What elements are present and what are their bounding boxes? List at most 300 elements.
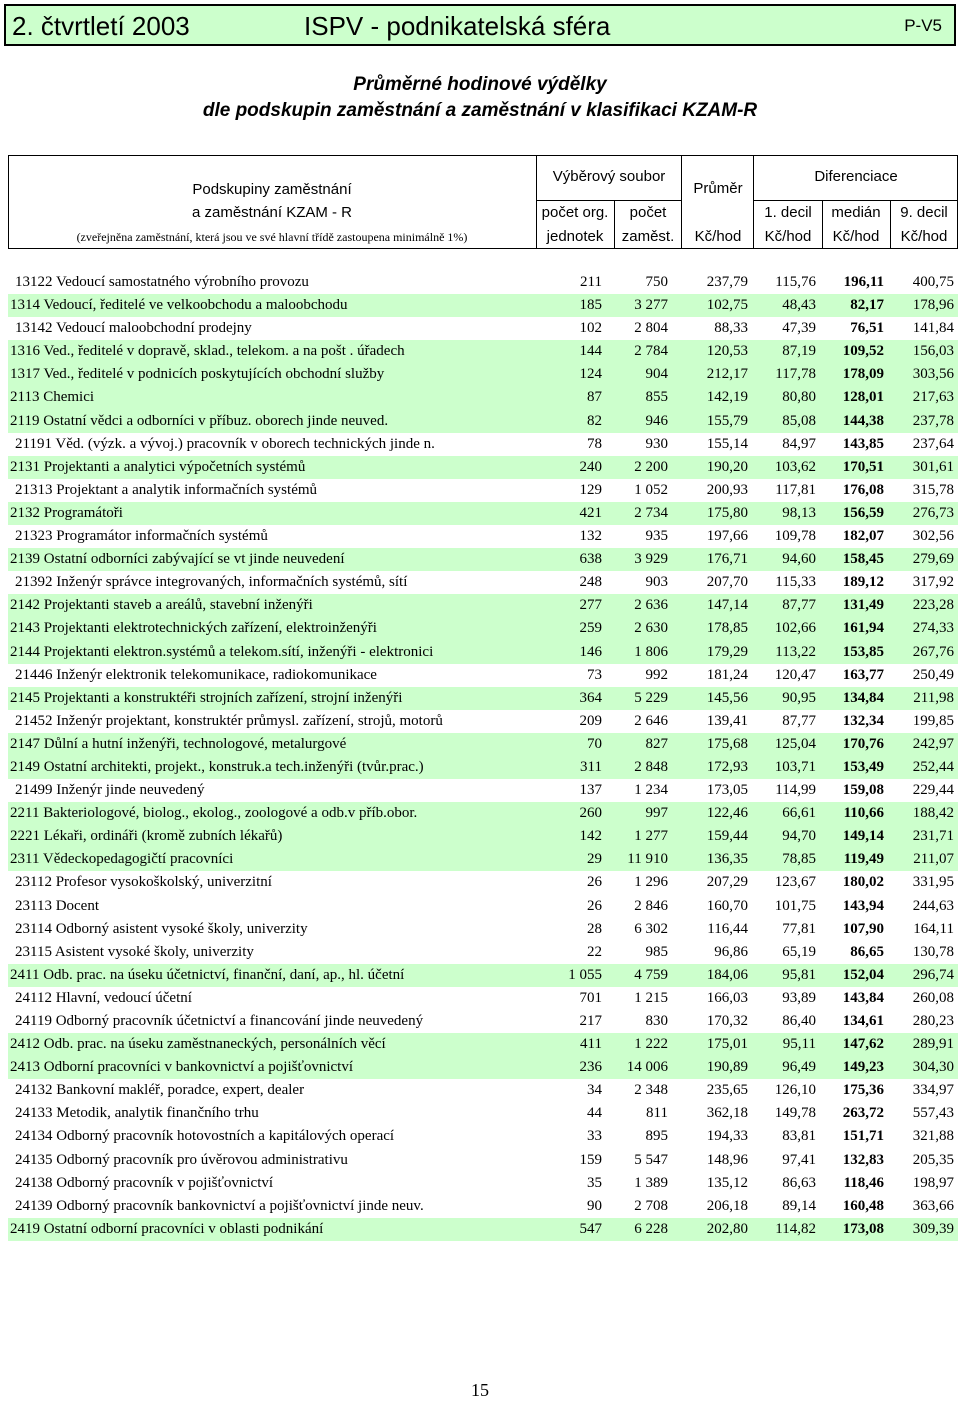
table-row xyxy=(8,1033,958,1056)
occupation-name: 24119 Odborný pracovník účetnictví a financování jinde neuvedený xyxy=(15,1013,424,1029)
table-row xyxy=(8,664,958,687)
average-wage: 200,93 xyxy=(706,481,748,498)
average-wage: 170,32 xyxy=(706,1013,748,1029)
header-org-units: jednotek xyxy=(546,228,604,245)
average-wage: 122,46 xyxy=(706,805,748,822)
table-row xyxy=(8,1218,958,1241)
org-count: 209 xyxy=(579,712,602,729)
employee-count: 895 xyxy=(645,1128,668,1145)
org-count: 260 xyxy=(579,805,602,822)
org-count: 248 xyxy=(579,574,602,591)
decil9-wage: 164,11 xyxy=(913,920,954,937)
average-wage: 145,56 xyxy=(706,689,748,706)
average-wage: 362,18 xyxy=(706,1105,748,1122)
decil1-wage: 94,60 xyxy=(782,551,816,568)
decil9-wage: 205,35 xyxy=(912,1151,954,1168)
decil1-wage: 117,78 xyxy=(775,366,816,383)
median-wage: 119,49 xyxy=(843,851,884,868)
employee-count: 2 636 xyxy=(634,597,668,614)
employee-count: 827 xyxy=(645,735,668,752)
decil9-wage: 229,44 xyxy=(912,782,954,799)
occupation-name: 21499 Inženýr jinde neuvedený xyxy=(15,782,205,799)
decil1-wage: 93,89 xyxy=(782,989,816,1006)
decil1-wage: 86,40 xyxy=(782,1013,816,1029)
org-count: 421 xyxy=(579,504,602,521)
average-wage: 202,80 xyxy=(706,1220,748,1237)
org-count: 547 xyxy=(579,1220,602,1237)
median-wage: 180,02 xyxy=(842,874,884,891)
decil1-wage: 90,95 xyxy=(782,689,816,706)
average-wage: 148,96 xyxy=(706,1151,748,1168)
average-wage: 197,66 xyxy=(706,528,748,545)
employee-count: 2 734 xyxy=(634,504,668,521)
decil1-wage: 94,70 xyxy=(782,828,816,845)
decil1-wage: 115,33 xyxy=(775,574,816,591)
table-body xyxy=(8,271,958,1241)
header-divider xyxy=(536,200,682,201)
median-wage: 86,65 xyxy=(850,943,884,960)
decil1-wage: 66,61 xyxy=(782,805,816,822)
decil1-wage: 87,77 xyxy=(782,712,816,729)
decil9-wage: 223,28 xyxy=(912,597,954,614)
decil1-wage: 115,76 xyxy=(775,274,816,290)
median-wage: 149,14 xyxy=(842,828,884,845)
decil1-wage: 98,13 xyxy=(782,504,816,521)
decil9-wage: 304,30 xyxy=(912,1059,954,1076)
occupation-name: 21452 Inženýr projektant, konstruktér průmysl. zařízení, strojů, motorů xyxy=(15,712,443,729)
table-row xyxy=(8,294,958,317)
average-wage: 190,89 xyxy=(706,1059,748,1076)
occupation-name: 21446 Inženýr elektronik telekomunikace, radiokomunikace xyxy=(15,666,377,683)
decil1-wage: 123,67 xyxy=(774,874,816,891)
table-code: P-V5 xyxy=(904,16,942,35)
average-wage: 179,29 xyxy=(706,643,748,660)
employee-count: 1 052 xyxy=(634,481,668,498)
decil9-wage: 211,07 xyxy=(913,851,954,868)
average-wage: 206,18 xyxy=(706,1197,748,1214)
employee-count: 1 215 xyxy=(634,989,668,1006)
table-row xyxy=(8,1056,958,1079)
decil1-wage: 114,82 xyxy=(775,1220,816,1237)
org-count: 236 xyxy=(579,1059,602,1076)
employee-count: 1 234 xyxy=(634,782,668,799)
decil9-wage: 188,42 xyxy=(912,805,954,822)
occupation-name: 2143 Projektanti elektrotechnických zařízení, elektroinženýři xyxy=(10,620,377,637)
org-count: 211 xyxy=(580,274,602,290)
average-wage: 173,05 xyxy=(706,782,748,799)
occupation-name: 2147 Důlní a hutní inženýři, technologové, metalurgové xyxy=(10,735,347,752)
decil9-wage: 334,97 xyxy=(912,1082,954,1099)
decil1-wage: 77,81 xyxy=(782,920,816,937)
org-count: 87 xyxy=(587,389,602,406)
decil9-wage: 296,74 xyxy=(912,966,954,983)
org-count: 44 xyxy=(587,1105,602,1122)
occupation-name: 13122 Vedoucí samostatného výrobního provozu xyxy=(15,274,309,290)
median-wage: 128,01 xyxy=(842,389,884,406)
decil9-wage: 198,97 xyxy=(912,1174,954,1191)
median-wage: 153,49 xyxy=(842,758,884,775)
header-average-unit: Kč/hod xyxy=(694,228,742,245)
decil1-wage: 48,43 xyxy=(782,297,816,314)
average-wage: 160,70 xyxy=(706,897,748,914)
header-emp-units: zaměst. xyxy=(621,228,675,245)
occupation-name: 2142 Projektanti staveb a areálů, stavební inženýři xyxy=(10,597,313,614)
median-wage: 82,17 xyxy=(850,297,884,314)
employee-count: 14 006 xyxy=(626,1059,668,1076)
employee-count: 992 xyxy=(645,666,668,683)
average-wage: 155,14 xyxy=(706,435,748,452)
org-count: 34 xyxy=(587,1082,602,1099)
employee-count: 1 806 xyxy=(634,643,668,660)
decil9-wage: 317,92 xyxy=(912,574,954,591)
survey-title: ISPV - podnikatelská sféra xyxy=(304,11,611,41)
table-title-line2: dle podskupin zaměstnání a zaměstnání v klasifikaci KZAM-R xyxy=(202,100,758,121)
header-average: Průměr xyxy=(693,180,743,197)
header-org-count: počet org. xyxy=(541,204,609,221)
employee-count: 2 348 xyxy=(634,1082,668,1099)
occupation-name: 1316 Ved., ředitelé v dopravě, sklad., telekom. a na pošt . úřadech xyxy=(10,343,405,360)
median-wage: 134,84 xyxy=(842,689,884,706)
org-count: 701 xyxy=(579,989,602,1006)
employee-count: 2 804 xyxy=(634,320,668,337)
average-wage: 237,79 xyxy=(706,274,748,290)
occupation-name: 21191 Věd. (výzk. a vývoj.) pracovník v oborech technických jinde n. xyxy=(15,435,435,452)
table-row xyxy=(8,710,958,733)
org-count: 146 xyxy=(579,643,602,660)
table-row xyxy=(8,848,958,871)
median-wage: 173,08 xyxy=(842,1220,884,1237)
org-count: 26 xyxy=(587,874,602,891)
occupation-name: 24138 Odborný pracovník v pojišťovnictví xyxy=(15,1174,274,1191)
decil1-wage: 87,19 xyxy=(782,343,816,360)
table-row xyxy=(8,363,958,386)
occupation-name: 2149 Ostatní architekti, projekt., konstruk.a tech.inženýři (tvůr.prac.) xyxy=(10,758,424,775)
header-sample: Výběrový soubor xyxy=(552,168,666,185)
occupation-name: 23113 Docent xyxy=(15,897,100,914)
occupation-name: 24139 Odborný pracovník bankovnictví a pojišťovnictví jinde neuv. xyxy=(15,1197,424,1214)
table-row xyxy=(8,502,958,525)
decil9-wage: 289,91 xyxy=(912,1036,954,1053)
median-wage: 132,34 xyxy=(842,712,884,729)
header-decil9-unit: Kč/hod xyxy=(900,228,948,245)
table-row xyxy=(8,687,958,710)
table-row xyxy=(8,317,958,340)
employee-count: 750 xyxy=(645,274,668,290)
median-wage: 196,11 xyxy=(843,274,884,290)
table-row xyxy=(8,941,958,964)
org-count: 22 xyxy=(587,943,602,960)
average-wage: 96,86 xyxy=(714,943,748,960)
employee-count: 903 xyxy=(645,574,668,591)
median-wage: 144,38 xyxy=(842,412,884,429)
occupation-name: 2419 Ostatní odborní pracovníci v oblasti podnikání xyxy=(10,1220,324,1237)
occupation-name: 2413 Odborní pracovníci v bankovnictví a pojišťovnictví xyxy=(10,1059,354,1076)
header-decil1-unit: Kč/hod xyxy=(764,228,812,245)
header-occupation-line1: Podskupiny zaměstnání xyxy=(192,181,352,198)
decil9-wage: 315,78 xyxy=(912,481,954,498)
average-wage: 135,12 xyxy=(706,1174,748,1191)
table-row xyxy=(8,548,958,571)
table-row xyxy=(8,1102,958,1125)
org-count: 277 xyxy=(579,597,602,614)
occupation-name: 2144 Projektanti elektron.systémů a telekom.sítí, inženýři - elektronici xyxy=(10,643,434,660)
table-row xyxy=(8,733,958,756)
decil9-wage: 252,44 xyxy=(912,758,954,775)
org-count: 144 xyxy=(579,343,602,360)
decil1-wage: 109,78 xyxy=(774,528,816,545)
decil1-wage: 102,66 xyxy=(774,620,816,637)
org-count: 142 xyxy=(579,828,602,845)
table-row xyxy=(8,456,958,479)
table-row xyxy=(8,617,958,640)
average-wage: 139,41 xyxy=(706,712,748,729)
decil1-wage: 86,63 xyxy=(782,1174,816,1191)
average-wage: 88,33 xyxy=(714,320,748,337)
org-count: 102 xyxy=(579,320,602,337)
table-row xyxy=(8,964,958,987)
decil1-wage: 65,19 xyxy=(782,943,816,960)
employee-count: 855 xyxy=(645,389,668,406)
median-wage: 153,85 xyxy=(842,643,884,660)
occupation-name: 21313 Projektant a analytik informačních systémů xyxy=(15,481,318,498)
table-row xyxy=(8,895,958,918)
org-count: 70 xyxy=(587,735,602,752)
decil9-wage: 260,08 xyxy=(912,989,954,1006)
median-wage: 170,76 xyxy=(842,735,884,752)
table-row xyxy=(8,918,958,941)
org-count: 217 xyxy=(579,1013,602,1029)
average-wage: 147,14 xyxy=(706,597,748,614)
decil9-wage: 156,03 xyxy=(912,343,954,360)
decil1-wage: 117,81 xyxy=(775,481,816,498)
decil9-wage: 301,61 xyxy=(912,458,954,475)
median-wage: 152,04 xyxy=(842,966,884,983)
average-wage: 194,33 xyxy=(706,1128,748,1145)
decil9-wage: 279,69 xyxy=(912,551,954,568)
table-row xyxy=(8,410,958,433)
table-row xyxy=(8,641,958,664)
org-count: 185 xyxy=(579,297,602,314)
decil1-wage: 96,49 xyxy=(782,1059,816,1076)
average-wage: 178,85 xyxy=(706,620,748,637)
occupation-name: 2139 Ostatní odborníci zabývající se vt jinde neuvedení xyxy=(10,551,345,568)
average-wage: 184,06 xyxy=(706,966,748,983)
decil1-wage: 85,08 xyxy=(782,412,816,429)
decil1-wage: 83,81 xyxy=(782,1128,816,1145)
occupation-name: 24132 Bankovní makléř, poradce, expert, dealer xyxy=(15,1082,305,1099)
decil9-wage: 211,98 xyxy=(913,689,954,706)
average-wage: 142,19 xyxy=(706,389,748,406)
median-wage: 178,09 xyxy=(842,366,884,383)
average-wage: 235,65 xyxy=(706,1082,748,1099)
median-wage: 151,71 xyxy=(842,1128,884,1145)
median-wage: 147,62 xyxy=(842,1036,884,1053)
median-wage: 107,90 xyxy=(842,920,884,937)
employee-count: 1 389 xyxy=(634,1174,668,1191)
decil1-wage: 103,71 xyxy=(774,758,816,775)
occupation-name: 2412 Odb. prac. na úseku zaměstnaneckých, personálních věcí xyxy=(10,1036,386,1053)
occupation-name: 21392 Inženýr správce integrovaných, informačních systémů, sítí xyxy=(15,574,408,591)
table-row xyxy=(8,825,958,848)
org-count: 28 xyxy=(587,920,602,937)
decil9-wage: 231,71 xyxy=(912,828,954,845)
decil9-wage: 199,85 xyxy=(912,712,954,729)
median-wage: 76,51 xyxy=(850,320,884,337)
occupation-name: 2221 Lékaři, ordináři (kromě zubních lékařů) xyxy=(10,828,283,845)
decil9-wage: 400,75 xyxy=(912,274,954,290)
decil9-wage: 331,95 xyxy=(912,874,954,891)
decil1-wage: 103,62 xyxy=(774,458,816,475)
header-median: medián xyxy=(831,204,881,221)
table-row xyxy=(8,802,958,825)
employee-count: 1 296 xyxy=(634,874,668,891)
table-title-line1: Průměrné hodinové výdělky xyxy=(353,74,607,95)
average-wage: 176,71 xyxy=(706,551,748,568)
header-divider xyxy=(754,200,958,201)
occupation-name: 2211 Bakteriologové, biolog., ekolog., zoologové a odb.v příb.obor. xyxy=(10,805,418,822)
org-count: 33 xyxy=(587,1128,602,1145)
average-wage: 155,79 xyxy=(706,412,748,429)
decil9-wage: 363,66 xyxy=(912,1197,954,1214)
decil1-wage: 113,22 xyxy=(775,643,816,660)
median-wage: 175,36 xyxy=(842,1082,884,1099)
average-wage: 172,93 xyxy=(706,758,748,775)
decil9-wage: 302,56 xyxy=(912,528,954,545)
median-wage: 161,94 xyxy=(842,620,884,637)
occupation-name: 2145 Projektanti a konstruktéři strojních zařízení, strojní inženýři xyxy=(10,689,403,706)
median-wage: 131,49 xyxy=(842,597,884,614)
median-wage: 118,46 xyxy=(843,1174,884,1191)
header-decil1: 1. decil xyxy=(764,204,812,221)
table-row xyxy=(8,386,958,409)
employee-count: 2 200 xyxy=(634,458,668,475)
table-row xyxy=(8,433,958,456)
occupation-name: 2113 Chemici xyxy=(10,389,95,406)
decil9-wage: 280,23 xyxy=(912,1013,954,1029)
employee-count: 930 xyxy=(645,435,668,452)
employee-count: 2 630 xyxy=(634,620,668,637)
average-wage: 116,44 xyxy=(707,920,748,937)
org-count: 159 xyxy=(579,1151,602,1168)
org-count: 35 xyxy=(587,1174,602,1191)
decil9-wage: 250,49 xyxy=(912,666,954,683)
employee-count: 6 302 xyxy=(634,920,668,937)
occupation-name: 24133 Metodik, analytik finančního trhu xyxy=(15,1105,259,1122)
occupation-name: 13142 Vedoucí maloobchodní prodejny xyxy=(15,320,252,337)
median-wage: 159,08 xyxy=(842,782,884,799)
average-wage: 120,53 xyxy=(706,343,748,360)
employee-count: 1 222 xyxy=(634,1036,668,1053)
decil9-wage: 321,88 xyxy=(912,1128,954,1145)
header-differentiation: Diferenciace xyxy=(814,168,898,185)
table-row xyxy=(8,1149,958,1172)
employee-count: 946 xyxy=(645,412,668,429)
median-wage: 110,66 xyxy=(843,805,884,822)
decil9-wage: 178,96 xyxy=(912,297,954,314)
occupation-name: 2131 Projektanti a analytici výpočetních systémů xyxy=(10,458,306,475)
decil1-wage: 114,99 xyxy=(775,782,816,799)
org-count: 73 xyxy=(587,666,602,683)
decil9-wage: 557,43 xyxy=(912,1105,954,1122)
table-row xyxy=(8,340,958,363)
occupation-name: 24134 Odborný pracovník hotovostních a kapitálových operací xyxy=(15,1128,395,1145)
occupation-name: 23114 Odborný asistent vysoké školy, univerzity xyxy=(15,920,308,937)
org-count: 364 xyxy=(579,689,602,706)
decil9-wage: 244,63 xyxy=(912,897,954,914)
decil9-wage: 267,76 xyxy=(912,643,954,660)
employee-count: 5 547 xyxy=(634,1151,668,1168)
decil9-wage: 217,63 xyxy=(912,389,954,406)
occupation-name: 2411 Odb. prac. na úseku účetnictví, finanční, daní, ap., hl. účetní xyxy=(10,966,405,983)
employee-count: 6 228 xyxy=(634,1220,668,1237)
table-row xyxy=(8,1010,958,1033)
employee-count: 997 xyxy=(645,805,668,822)
org-count: 132 xyxy=(579,528,602,545)
table-row xyxy=(8,525,958,548)
decil1-wage: 125,04 xyxy=(774,735,816,752)
decil9-wage: 130,78 xyxy=(912,943,954,960)
decil9-wage: 237,64 xyxy=(912,435,954,452)
average-wage: 102,75 xyxy=(706,297,748,314)
employee-count: 811 xyxy=(646,1105,668,1122)
org-count: 78 xyxy=(587,435,602,452)
org-count: 90 xyxy=(587,1197,602,1214)
org-count: 129 xyxy=(579,481,602,498)
average-wage: 175,68 xyxy=(706,735,748,752)
median-wage: 158,45 xyxy=(842,551,884,568)
table-row xyxy=(8,756,958,779)
median-wage: 109,52 xyxy=(842,343,884,360)
median-wage: 170,51 xyxy=(842,458,884,475)
median-wage: 160,48 xyxy=(842,1197,884,1214)
table-row xyxy=(8,987,958,1010)
occupation-name: 24112 Hlavní, vedoucí účetní xyxy=(15,989,192,1006)
table-row xyxy=(8,871,958,894)
org-count: 137 xyxy=(579,782,602,799)
employee-count: 4 759 xyxy=(634,966,668,983)
median-wage: 263,72 xyxy=(842,1105,884,1122)
decil1-wage: 89,14 xyxy=(782,1197,816,1214)
median-wage: 182,07 xyxy=(842,528,884,545)
org-count: 26 xyxy=(587,897,602,914)
decil1-wage: 149,78 xyxy=(774,1105,816,1122)
average-wage: 207,70 xyxy=(706,574,748,591)
average-wage: 181,24 xyxy=(706,666,748,683)
org-count: 29 xyxy=(587,851,602,868)
header-occupation-note: (zveřejněna zaměstnání, která jsou ve své hlavní třídě zastoupena minimálně 1%) xyxy=(76,230,468,244)
median-wage: 143,94 xyxy=(842,897,884,914)
decil1-wage: 95,11 xyxy=(782,1036,816,1053)
occupation-name: 2132 Programátoři xyxy=(10,504,123,521)
decil1-wage: 80,80 xyxy=(782,389,816,406)
employee-count: 985 xyxy=(645,943,668,960)
average-wage: 159,44 xyxy=(706,828,748,845)
header-emp-count: počet xyxy=(629,204,667,221)
decil9-wage: 242,97 xyxy=(912,735,954,752)
median-wage: 156,59 xyxy=(842,504,884,521)
employee-count: 3 277 xyxy=(634,297,668,314)
header-median-unit: Kč/hod xyxy=(832,228,880,245)
median-wage: 163,77 xyxy=(842,666,884,683)
occupation-name: 1317 Ved., ředitelé v podnicích poskytujících obchodní služby xyxy=(10,366,385,383)
org-count: 259 xyxy=(579,620,602,637)
org-count: 124 xyxy=(579,366,602,383)
header-occupation-line2: a zaměstnání KZAM - R xyxy=(191,204,353,221)
decil9-wage: 309,39 xyxy=(912,1220,954,1237)
org-count: 1 055 xyxy=(568,966,602,983)
decil1-wage: 95,81 xyxy=(782,966,816,983)
average-wage: 175,80 xyxy=(706,504,748,521)
